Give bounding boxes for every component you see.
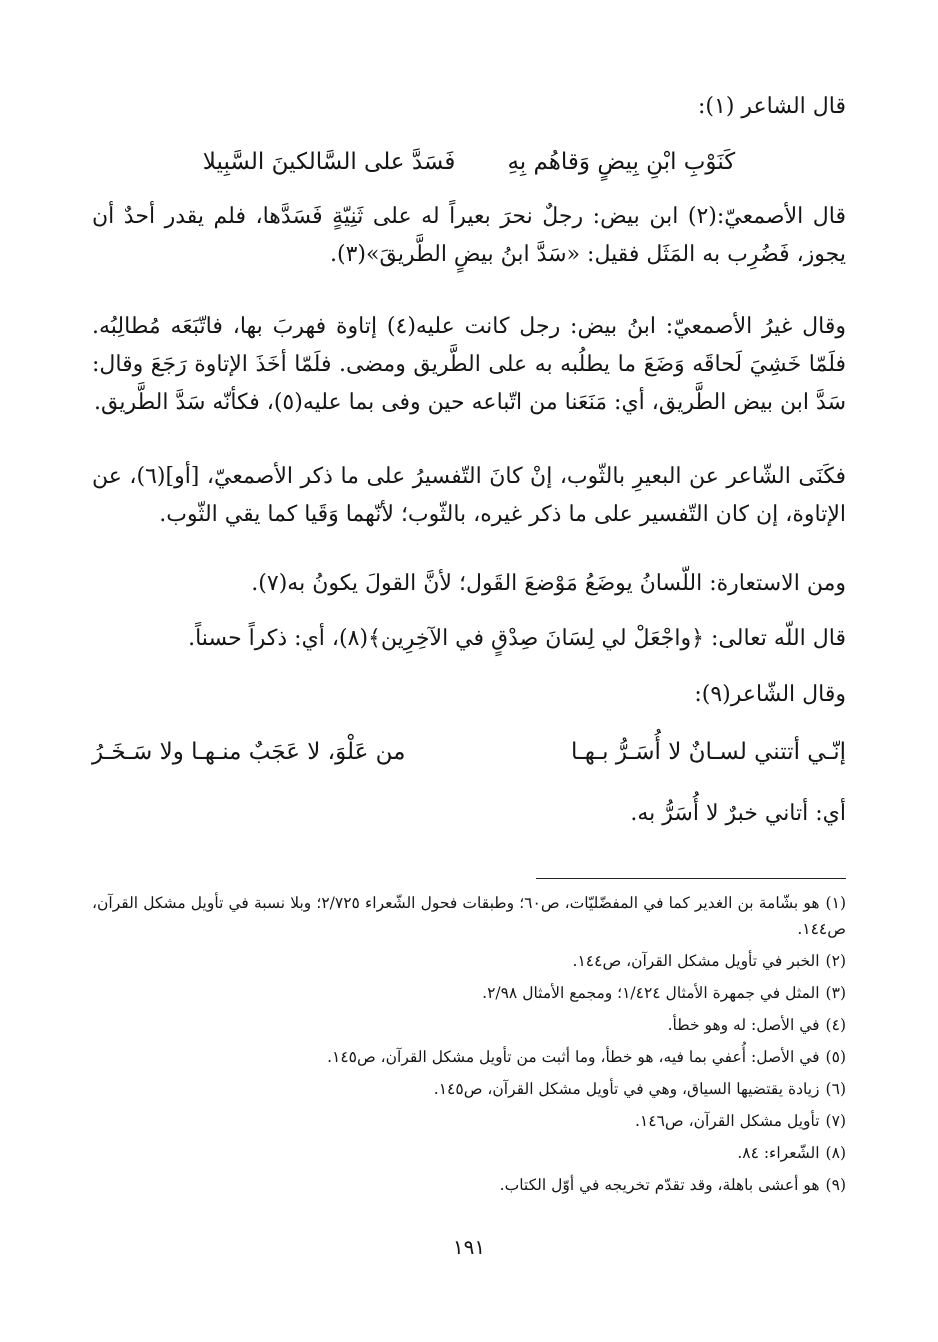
footnote — [92, 948, 846, 974]
verse-2-second-hemistich: من عَلْوَ، لا عَجَبٌ منـهـا ولا سَـخَـرُ — [92, 739, 406, 765]
footnote-number: (٥) — [825, 1048, 846, 1066]
footnote — [92, 1012, 846, 1038]
footnote — [92, 1108, 846, 1134]
footnote-text: المثل في جمهرة الأمثال ١/٤٢٤؛ ومجمع الأمثال ٢/٩٨. — [482, 984, 820, 1002]
verse-1-first-hemistich: كَنَوْبِ ابْنِ بِيضٍ وَقاهُم بِهِ — [507, 149, 736, 175]
footnote-number: (١) — [825, 894, 846, 912]
footnote-number: (٩) — [825, 1176, 846, 1194]
paragraph-metonymy: فكَنَى الشّاعر عن البعيرِ بالثّوب، إنْ كانَ التّفسيرُ على ما ذكر الأصمعيّ، [أو](٦)، عن الإتاوة، إن كان التّفسير على ما ذكر غيره، بالثّوب؛ لأنّهما وَقَيا كما يقي الثّوب. — [92, 464, 846, 527]
footnote — [92, 890, 846, 942]
verse-2 — [92, 732, 846, 772]
footnotes-list — [92, 890, 846, 1204]
footnote-text: هو أعشى باهلة، وقد تقدّم تخريجه في أوّل الكتاب. — [499, 1176, 820, 1194]
paragraph-explanation: أي: أتاني خبرٌ لا أُسَرُّ به. — [630, 801, 846, 826]
footnote — [92, 1172, 846, 1198]
footnote-number: (٣) — [825, 984, 846, 1002]
footnote-text: في الأصل: له وهو خطأ. — [667, 1016, 820, 1034]
footnote-text: هو بشّامة بن الغدير كما في المفضّليّات، ص٦٠؛ وطبقات فحول الشّعراء ٢/٧٢٥؛ وبلا نسبة في تأويل مشكل القرآن، ص١٤٤. — [92, 894, 846, 938]
footnote-text: الخبر في تأويل مشكل القرآن، ص١٤٤. — [572, 952, 820, 970]
paragraph-quran-verse: قال اللّه تعالى: ﴿واجْعَلْ لي لِسَانَ صِدْقٍ في الآخِرِين﴾(٨)، أي: ذكراً حسناً. — [188, 626, 846, 651]
footnote-number: (٢) — [825, 952, 846, 970]
footnote-text: زيادة يقتضيها السياق، وهي في تأويل مشكل القرآن، ص١٤٥. — [433, 1080, 820, 1098]
footnote — [92, 1140, 846, 1166]
footnote-text: تأويل مشكل القرآن، ص١٤٦. — [634, 1112, 820, 1130]
footnote-text: في الأصل: أُعفي بما فيه، هو خطأ، وما أثبت من تأويل مشكل القرآن، ص١٤٥. — [327, 1048, 820, 1066]
footnote-number: (٦) — [825, 1080, 846, 1098]
footnote-number: (٨) — [825, 1144, 846, 1162]
poet-intro-1: قال الشاعر (١): — [697, 94, 846, 119]
footnote-number: (٤) — [825, 1016, 846, 1034]
page-number: ١٩١ — [452, 1235, 486, 1259]
paragraph-other-view: وقال غيرُ الأصمعيّ: ابنُ بيض: رجل كانت عليه(٤) إتاوة فهربَ بها، فاتّبَعَه مُطالِبُه. فلَمّا خَشِيَ لَحاقَه وَضَعَ ما يطلُبه به على الطَّريق ومضى. فلَمّا أخَذَ الإتاوة رَجَعَ وقال: سَدَّ ابن بيض الطَّريق، أي: مَنَعَنا من اتّباعه حين وفى بما عليه(٥)، فكأنّه سَدَّ الطَّريق. — [92, 314, 847, 415]
verse-1-second-hemistich: فَسَدَّ على السَّالكينَ السَّبِيلا — [202, 149, 456, 175]
footnote — [92, 980, 846, 1006]
paragraph-asmai: قال الأصمعيّ:(٢) ابن بيض: رجلٌ نحرَ بعيراً له على ثَنِيّةٍ فَسَدَّها، فلم يقدر أحدٌ أن يجوز، فَضُرِب به المَثَل فقيل: «سَدَّ ابنُ بيضٍ الطَّريقَ»(٣). — [92, 204, 846, 267]
footnote — [92, 1076, 846, 1102]
footnote-text: الشّعراء: ٨٤. — [737, 1144, 820, 1162]
verse-1 — [92, 142, 846, 182]
footnote — [92, 1044, 846, 1070]
paragraph-istiara: ومن الاستعارة: اللّسانُ يوضَعُ مَوْضعَ القَول؛ لأنَّ القولَ يكونُ به(٧). — [251, 571, 846, 596]
footnote-number: (٧) — [825, 1112, 846, 1130]
verse-2-first-hemistich: إنّـي أتتني لسـانٌ لا أُسَـرُّ بـهـا — [571, 739, 846, 765]
footnote-separator — [536, 878, 846, 879]
poet-intro-2: وقال الشّاعر(٩): — [694, 682, 846, 707]
